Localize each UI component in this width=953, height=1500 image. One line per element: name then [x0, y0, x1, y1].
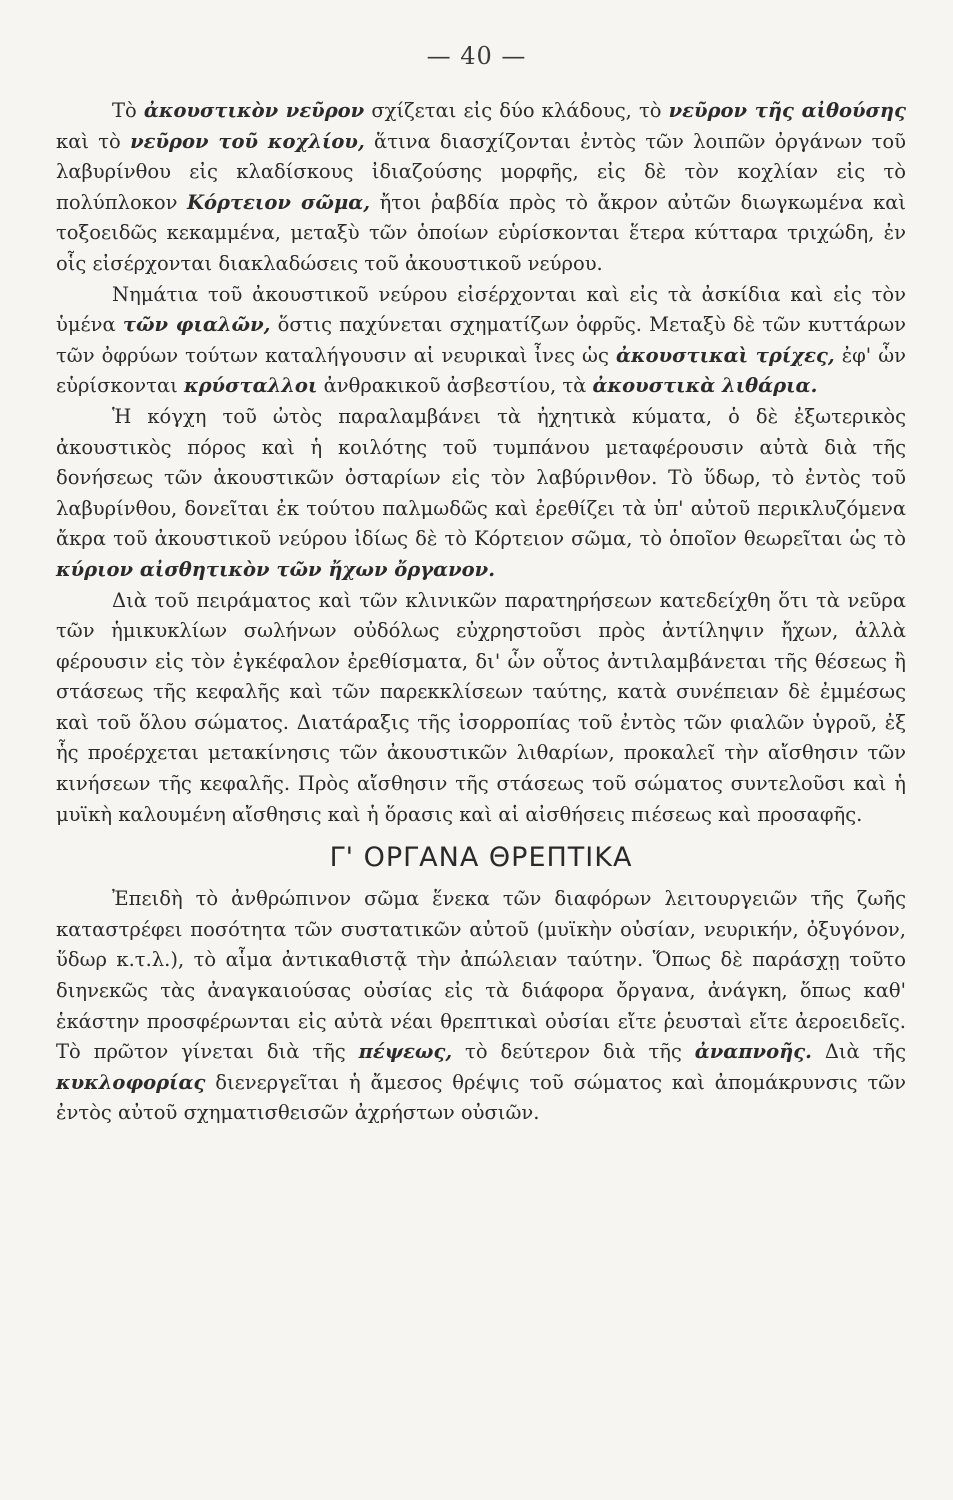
text-run: Τὸ — [112, 99, 144, 122]
text-run: ἤτοι ῥαβδία πρὸς τὸ ἄκρον αὐτῶν διωγκωμένα καὶ τοξοειδῶς κεκαμμένα, μεταξὺ τῶν ὁποίων εὑρίσκονται ἕτερα κύτταρα τριχώδη, ἐν οἷς εἰσέρχονται διακλαδώσεις τοῦ ἀκουστικοῦ νεύρου. — [56, 190, 907, 275]
paragraph-balance: Διὰ τοῦ πειράματος καὶ τῶν κλινικῶν παρατηρήσεων κατεδείχθη ὅτι τὰ νεῦρα τῶν ἡμικυκλίων σωλήνων οὐδόλως εὐχρηστοῦσι πρὸς ἀντίληψιν ἤχων, ἀλλὰ φέρουσιν εἰς τὸν ἐγκέφαλον ἐρεθίσματα, δι' ὧν οὗτος ἀντιλαμβάνεται τῆς θέσεως ἢ στάσεως τῆς κεφαλῆς καὶ τῶν παρεκκλίσεων ταύτης, κατὰ συνέπειαν δὲ ἐμμέσως καὶ τοῦ ὅλου σώματος. Διατάραξις τῆς ἰσορροπίας τοῦ ἐντὸς τῶν φιαλῶν ὑγροῦ, ἐξ ἧς προέρχεται μετακίνησις τῶν ἀκουστικῶν λιθαρίων, προκαλεῖ τὴν αἴσθησιν τῶν κινήσεων τῆς κεφαλῆς. Πρὸς αἴσθησιν τῆς στάσεως τοῦ σώματος συντελοῦσι καὶ ἡ μυϊκὴ καλουμένη αἴσθησις καὶ ἡ ὅρασις καὶ αἱ αἰσθήσεις πιέσεως καὶ προσαφῆς. — [56, 588, 906, 826]
emphasis: κρύσταλλοι — [183, 374, 318, 398]
emphasis: νεῦρον τῆς αἰθούσης — [668, 99, 906, 122]
text-run: τὸ δεύτερον διὰ τῆς — [452, 1040, 695, 1064]
emphasis: Κόρτειον σῶμα, — [187, 190, 371, 214]
paragraph-nutrition — [56, 884, 906, 1129]
paragraph-ear-function — [56, 402, 906, 586]
emphasis: ἀκουστικὰ λιθάρια. — [592, 374, 818, 398]
section-heading: Γ' ΟΡΓΑΝΑ ΘΡΕΠΤΙΚΑ — [329, 842, 633, 874]
text-run: Ἐπειδὴ τὸ ἀνθρώπινον σῶμα ἕνεκα τῶν διαφόρων λειτουργειῶν τῆς ζωῆς καταστρέφει ποσότητα τῶν συστατικῶν αὐτοῦ (μυϊκὴν οὐσίαν, νευρικήν, ὀξυγόνον, ὕδωρ κ.τ.λ.), τὸ αἷμα ἀντικαθιστᾷ τὴν ἀπώλειαν ταύτην. Ὅπως δὲ παράσχῃ τοῦτο διηνεκῶς τὰς ἀναγκαιούσας οὐσίας εἰς τὰ διάφορα ὄργανα, ἀνάγκη, ὅπως καθ' ἑκάστην προσφέρωνται εἰς αὐτὰ νέαι θρεπτικαὶ οὐσίαι εἴτε ῥευσταὶ εἴτε ἀεροειδεῖς. Τὸ πρῶτον γίνεται διὰ τῆς — [56, 887, 906, 1064]
paragraph-auditory-nerve — [56, 96, 906, 280]
text-run: ἅτινα διασχίζονται ἐντὸς τῶν λοιπῶν ὀργάνων τοῦ λαβυρίνθου εἰς κλαδίσκους ἰδιαζούσης μορφῆς, εἰς δὲ τὸν κοχλίαν εἰς τὸ πολύπλοκον — [56, 129, 907, 214]
page-number: — 40 — — [426, 42, 527, 70]
emphasis: κυκλοφορίας — [56, 1070, 206, 1094]
emphasis: ἀκουστικαὶ τρίχες, — [615, 343, 835, 367]
emphasis: νεῦρον τοῦ κοχλίου, — [130, 129, 365, 153]
text-run: ὅστις παχύνεται σχηματίζων ὀφρῦς. Μεταξὺ δὲ τῶν κυττάρων τῶν ὀφρύων τούτων καταλήγουσιν αἱ νευρικαὶ ἶνες ὡς — [56, 313, 906, 367]
text-run: Διὰ τῆς — [811, 1040, 907, 1064]
emphasis: ἀναπνοῆς. — [694, 1040, 812, 1064]
emphasis: πέψεως, — [358, 1040, 453, 1064]
body-text — [56, 96, 906, 1129]
paragraph-nerve-fibres — [56, 280, 906, 402]
emphasis: ἀκουστικὸν νεῦρον — [143, 99, 365, 122]
text-run: Ἡ κόγχη τοῦ ὠτὸς παραλαμβάνει τὰ ἠχητικὰ κύματα, ὁ δὲ ἐξωτερικὸς ἀκουστικὸς πόρος καὶ ἡ κοιλότης τοῦ τυμπάνου μεταφέρουσιν αὐτὰ διὰ τῆς δονήσεως τῶν ἀκουστικῶν ὀσταρίων εἰς τὸν λαβύρινθον. Τὸ ὕδωρ, τὸ ἐντὸς τοῦ λαβυρίνθου, δονεῖται ἐκ τούτου παλμωδῶς καὶ ἐρεθίζει τὰ ὑπ' αὐτοῦ περικλυζόμενα ἄκρα τοῦ ἀκουστικοῦ νεύρου ἰδίως δὲ τὸ Κόρτειον σῶμα, τὸ ὁποῖον θεωρεῖται ὡς τὸ — [56, 404, 906, 551]
emphasis: κύριον αἰσθητικὸν τῶν ἤχων ὄργανον. — [56, 557, 495, 581]
text-run: Νημάτια τοῦ ἀκουστικοῦ νεύρου εἰσέρχονται καὶ εἰς τὰ ἀσκίδια καὶ εἰς τὸν ὑμένα — [56, 282, 906, 337]
text-run: διενεργεῖται ἡ ἄμεσος θρέψις τοῦ σώματος καὶ ἀπομάκρυνσις τῶν ἐντὸς αὐτοῦ σχηματισθεισῶν ἀχρήστων οὐσιῶν. — [56, 1070, 906, 1125]
text-run: ἀνθρακικοῦ ἀσβεστίου, τὰ — [317, 374, 593, 398]
text-run: καὶ τὸ — [56, 129, 131, 153]
text-run: σχίζεται εἰς δύο κλάδους, τὸ — [364, 99, 669, 122]
emphasis: τῶν φιαλῶν, — [122, 313, 271, 337]
text-run: ἐφ' ὧν εὑρίσκονται — [56, 343, 906, 398]
